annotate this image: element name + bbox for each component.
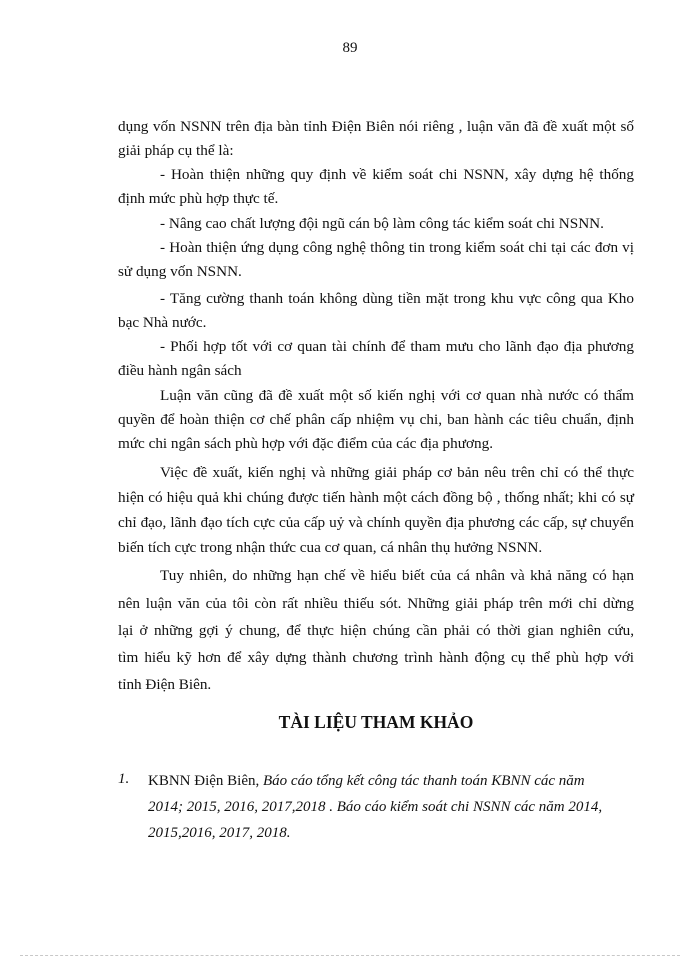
- reference-line: 2015,2016, 2017, 2018.: [148, 825, 291, 841]
- body-line: biến tích cực trong nhận thức cua cơ quan, cá nhân thụ hưởng NSNN.: [118, 539, 543, 556]
- body-line: - Phối hợp tốt với cơ quan tài chính để tham mưu cho lãnh đạo địa phương: [160, 338, 634, 355]
- body-line: Tuy nhiên, do những hạn chế về hiểu biết của cá nhân và khả năng có hạn: [160, 567, 634, 584]
- reference-number: 1.: [118, 771, 130, 787]
- reference-line: [148, 771, 585, 791]
- body-line: Việc đề xuất, kiến nghị và những giải pháp cơ bản nêu trên chỉ có thể thực: [160, 464, 634, 481]
- body-line: quyền để hoàn thiện cơ chế phân cấp nhiệm vụ chi, ban hành các tiêu chuẩn, định: [118, 411, 634, 428]
- body-line: lại ở những gợi ý chung, để thực hiện chúng cần phải có thời gian nghiên cứu,: [118, 622, 634, 639]
- body-line: định mức phù hợp thực tế.: [118, 190, 279, 207]
- reference-line: 2014; 2015, 2016, 2017,2018 . Báo cáo kiểm soát chi NSNN các năm 2014,: [148, 799, 603, 815]
- page-number: 89: [342, 40, 358, 56]
- body-line: mức chi ngân sách phù hợp với đặc điểm của các địa phương.: [118, 435, 493, 452]
- body-line: sử dụng vốn NSNN.: [118, 263, 242, 280]
- reference-title: Báo cáo tổng kết công tác thanh toán KBNN các năm: [263, 773, 585, 789]
- body-line: hiện có hiệu quả khi chúng được tiến hành một cách đồng bộ , thống nhất; khi có sự: [118, 489, 634, 506]
- body-line: tỉnh Điện Biên.: [118, 676, 212, 693]
- body-line: - Hoàn thiện ứng dụng công nghệ thông tin trong kiểm soát chi tại các đơn vị: [160, 239, 634, 256]
- body-line: giải pháp cụ thể là:: [118, 142, 234, 159]
- body-line: - Nâng cao chất lượng đội ngũ cán bộ làm công tác kiểm soát chi NSNN.: [160, 215, 604, 232]
- body-line: điều hành ngân sách: [118, 362, 242, 379]
- body-line: chỉ đạo, lãnh đạo tích cực của cấp uỷ và chính quyền địa phương các cấp, sự chuyển: [118, 514, 634, 531]
- body-line: nên luận văn của tôi còn rất nhiều thiếu sót. Những giải pháp trên mới chỉ dừng: [118, 595, 634, 612]
- body-line: Luận văn cũng đã đề xuất một số kiến nghị với cơ quan nhà nước có thẩm: [160, 387, 634, 404]
- body-line: bạc Nhà nước.: [118, 314, 207, 331]
- body-line: - Hoàn thiện những quy định về kiểm soát chi NSNN, xây dựng hệ thống: [160, 166, 634, 183]
- reference-author: KBNN Điện Biên,: [148, 773, 260, 789]
- body-line: tìm hiểu kỹ hơn để xây dựng thành chương trình hành động cụ thể phù hợp với: [118, 649, 634, 666]
- page-border: [20, 955, 680, 956]
- body-line: dụng vốn NSNN trên địa bàn tỉnh Điện Biên nói riêng , luận văn đã đề xuất một số: [118, 118, 634, 135]
- references-heading: TÀI LIỆU THAM KHẢO: [278, 712, 474, 732]
- body-line: - Tăng cường thanh toán không dùng tiền mặt trong khu vực công qua Kho: [160, 290, 634, 307]
